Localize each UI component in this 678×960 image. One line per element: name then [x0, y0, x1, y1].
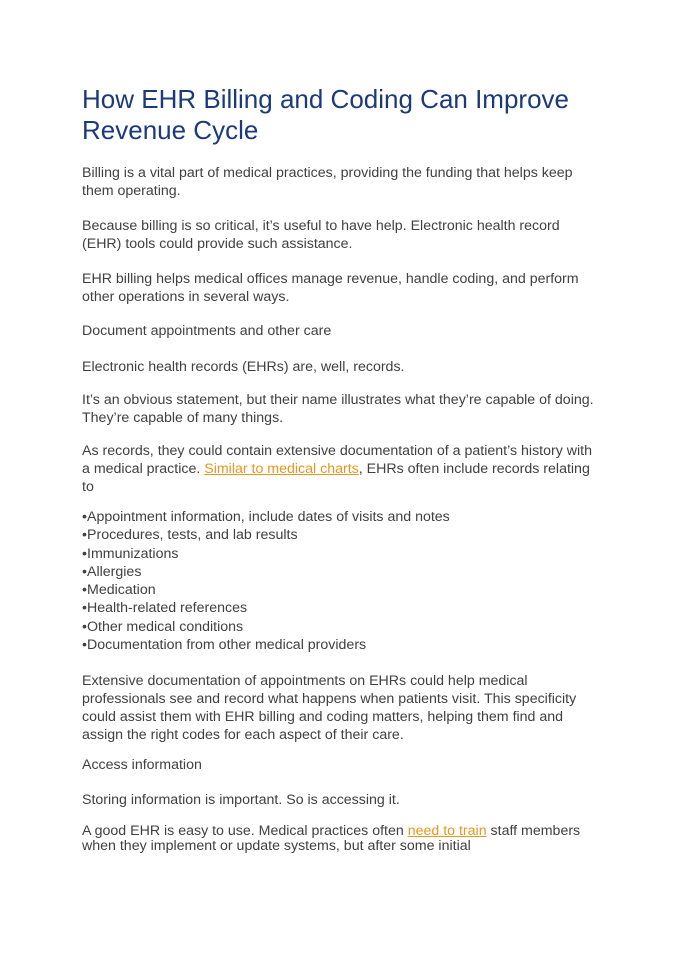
paragraph-obvious-statement: It’s an obvious statement, but their name illustrates what they’re capable of doing. They’re capable of many things.	[82, 392, 594, 426]
similar-to-medical-charts-link[interactable]: Similar to medical charts	[204, 461, 359, 477]
paragraph-good-ehr	[82, 824, 602, 854]
list-item: •Immunizations	[82, 545, 179, 562]
list-item: •Procedures, tests, and lab results	[82, 527, 298, 544]
bullet-icon: •	[82, 582, 87, 599]
paragraph-storing-information: Storing information is important. So is accessing it.	[82, 792, 400, 808]
bullet-icon: •	[82, 600, 87, 617]
need-to-train-link[interactable]: need to train	[407, 823, 487, 839]
bullet-icon: •	[82, 509, 87, 525]
bullet-icon: •	[82, 527, 87, 544]
intro-paragraph: Billing is a vital part of medical practices, providing the funding that helps keep them operating.	[82, 165, 573, 199]
list-item: •Other medical conditions	[82, 618, 244, 635]
section-heading-access-information: Access information	[82, 757, 202, 773]
paragraph-ehr-records: Electronic health records (EHRs) are, well, records.	[82, 359, 405, 375]
list-item: •Health-related references	[82, 600, 248, 617]
records-bullet-list	[82, 508, 450, 654]
page-title: How EHR Billing and Coding Can Improve Revenue Cycle	[82, 84, 570, 145]
paragraph-text: staff members when they implement or update systems, but after some initial	[82, 823, 581, 854]
bullet-icon: •	[82, 637, 87, 654]
paragraph-billing-help: Because billing is so critical, it’s useful to have help. Electronic health record (EHR) tools could provide such assistance.	[82, 218, 560, 252]
section-heading-document-appointments: Document appointments and other care	[82, 323, 332, 339]
paragraph-records-documentation	[82, 442, 602, 496]
paragraph-text: A good EHR is easy to use. Medical practices often	[82, 823, 408, 839]
list-item: •Appointment information, include dates of visits and notes	[82, 509, 450, 525]
paragraph-ehr-billing: EHR billing helps medical offices manage revenue, handle coding, and perform other operations in several ways.	[82, 271, 579, 305]
list-item: •Documentation from other medical providers	[82, 637, 367, 654]
list-item: •Medication	[82, 582, 156, 599]
paragraph-text: , EHRs often include records relating to	[82, 461, 590, 495]
bullet-icon: •	[82, 545, 87, 562]
paragraph-text: As records, they could contain extensive documentation of a patient’s history with a medical practice.	[82, 443, 592, 477]
bullet-icon: •	[82, 563, 87, 580]
list-item: •Allergies	[82, 563, 142, 580]
paragraph-extensive-documentation: Extensive documentation of appointments on EHRs could help medical professionals see and record what happens when patients visit. This specificity could assist them with EHR billing and coding matters, helping them find and assign the right codes for each aspect of their care.	[82, 673, 577, 743]
bullet-icon: •	[82, 618, 87, 635]
